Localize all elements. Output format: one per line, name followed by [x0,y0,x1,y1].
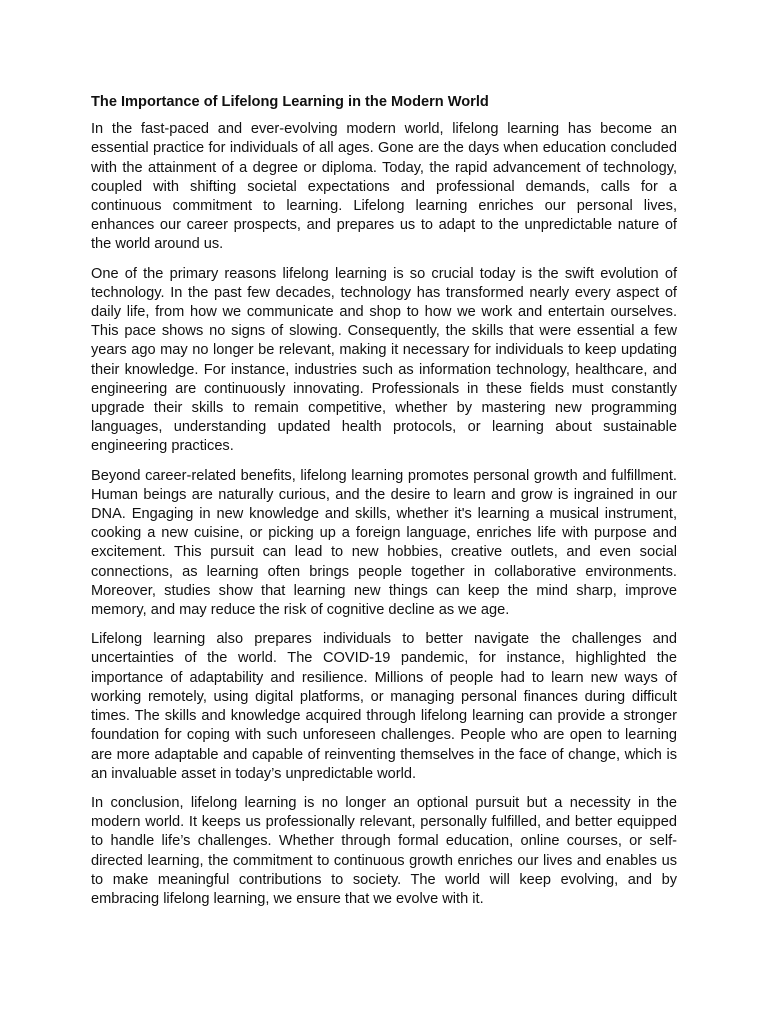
document-title: The Importance of Lifelong Learning in the Modern World [91,94,489,110]
document-body [91,93,677,919]
paragraph-2: One of the primary reasons lifelong learning is so crucial today is the swift evolution of technology. In the past few decades, technology has transformed nearly every aspect of daily life, from how we communicate and shop to how we work and entertain ourselves. This pace shows no signs of slowing. Consequently, the skills that were essential a few years ago may no longer be relevant, making it necessary for individuals to keep updating their knowledge. For instance, industries such as information technology, healthcare, and engineering are continuously innovating. Professionals in these fields must constantly upgrade their skills to remain competitive, whether by mastering new programming languages, understanding updated health protocols, or learning about sustainable engineering practices. [91,265,677,455]
paragraph-5: In conclusion, lifelong learning is no longer an optional pursuit but a necessity in the modern world. It keeps us professionally relevant, personally fulfilled, and better equipped to handle life’s challenges. Whether through formal education, online courses, or self-directed learning, the commitment to continuous growth enriches our lives and enables us to make meaningful contributions to society. The world will keep evolving, and by embracing lifelong learning, we ensure that we evolve with it. [91,794,677,907]
paragraph-3: Beyond career-related benefits, lifelong learning promotes personal growth and fulfillment. Human beings are naturally curious, and the desire to learn and grow is ingrained in our DNA. Engaging in new knowledge and skills, whether it's learning a musical instrument, cooking a new cuisine, or picking up a foreign language, enriches life with purpose and excitement. This pursuit can lead to new hobbies, creative outlets, and even social connections, as learning often brings people together in collaborative environments. Moreover, studies show that learning new things can keep the mind sharp, improve memory, and may reduce the risk of cognitive decline as we age. [91,467,677,619]
paragraph-1: In the fast-paced and ever-evolving modern world, lifelong learning has become an essential practice for individuals of all ages. Gone are the days when education concluded with the attainment of a degree or diploma. Today, the rapid advancement of technology, coupled with shifting societal expectations and professional demands, calls for a continuous commitment to learning. Lifelong learning enriches our personal lives, enhances our career prospects, and prepares us to adapt to the unpredictable nature of the world around us. [91,121,677,253]
paragraph-4: Lifelong learning also prepares individuals to better navigate the challenges and uncertainties of the world. The COVID-19 pandemic, for instance, highlighted the importance of adaptability and resilience. Millions of people had to learn new ways of working remotely, using digital platforms, or managing personal finances during difficult times. The skills and knowledge acquired through lifelong learning can provide a stronger foundation for coping with such unforeseen challenges. People who are open to learning are more adaptable and capable of reinventing themselves in the face of change, which is an invaluable asset in today’s unpredictable world. [91,631,677,782]
